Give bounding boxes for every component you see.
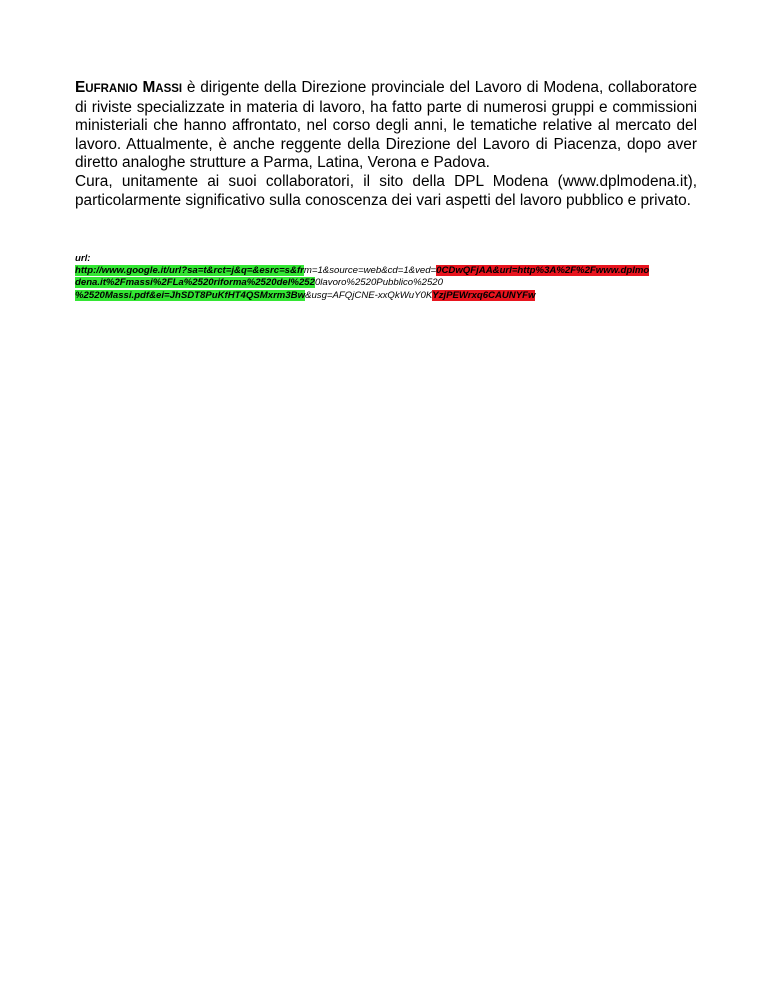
bio-paragraph-2: Cura, unitamente ai suoi collaboratori, il sito della DPL Modena (www.dplmodena.it), particolarmente significativo sulla conoscenza dei vari aspetti del lavoro pubblico e privato. — [75, 172, 697, 209]
author-last-initial: M — [142, 79, 156, 96]
url-line-1-red: 0CDwQFjAA&url=http%3A%2F%2Fwww.dplmo — [436, 265, 650, 277]
url-line-1-green: http://www.google.it/url?sa=t&rct=j&q=&esrc=s&fr — [75, 265, 304, 277]
bio-text-1: è dirigente della Direzione provinciale del Lavoro di Modena, collaboratore di riviste specializzate in materia di lavoro, ha fatto parte di numerosi gruppi e commissioni ministeriali che hanno affrontato, nel corso degli anni, le tematiche relative al mercato del lavoro. Attualmente, è anche reggente della Direzione del Lavoro di Piacenza, dopo aver diretto analoghe strutture a Parma, Latina, Verona e Padova. — [75, 79, 698, 172]
author-last-rest: ASSI — [155, 83, 183, 95]
url-line-3[interactable] — [75, 290, 700, 302]
url-line-2-green: dena.it%2Fmassi%2FLa%2520riforma%2520del%252 — [75, 277, 315, 289]
url-line-1-plain: m=1&source=web&cd=1&ved= — [303, 265, 437, 277]
author-bio — [75, 79, 697, 210]
bio-paragraph-1 — [75, 79, 697, 173]
url-line-2-plain: 0lavoro%2520Pubblico%2520 — [314, 277, 443, 289]
url-line-2[interactable] — [75, 277, 700, 289]
url-line-3-green: %2520Massi.pdf&ei=JhSDT8PuKfHT4QSMxrm3Bw — [75, 289, 306, 301]
author-name — [75, 79, 182, 96]
url-label: url: — [75, 253, 91, 264]
source-url-block — [75, 253, 700, 302]
url-line-1[interactable] — [75, 265, 700, 277]
author-first-rest: UFRANIO — [85, 83, 138, 95]
url-line-3-plain: &usg=AFQjCNE-xxQkWuY0K — [305, 289, 433, 301]
url-line-3-red: YzjPEWrxq6CAUNYFw — [432, 289, 536, 301]
author-first-initial: E — [75, 79, 86, 96]
